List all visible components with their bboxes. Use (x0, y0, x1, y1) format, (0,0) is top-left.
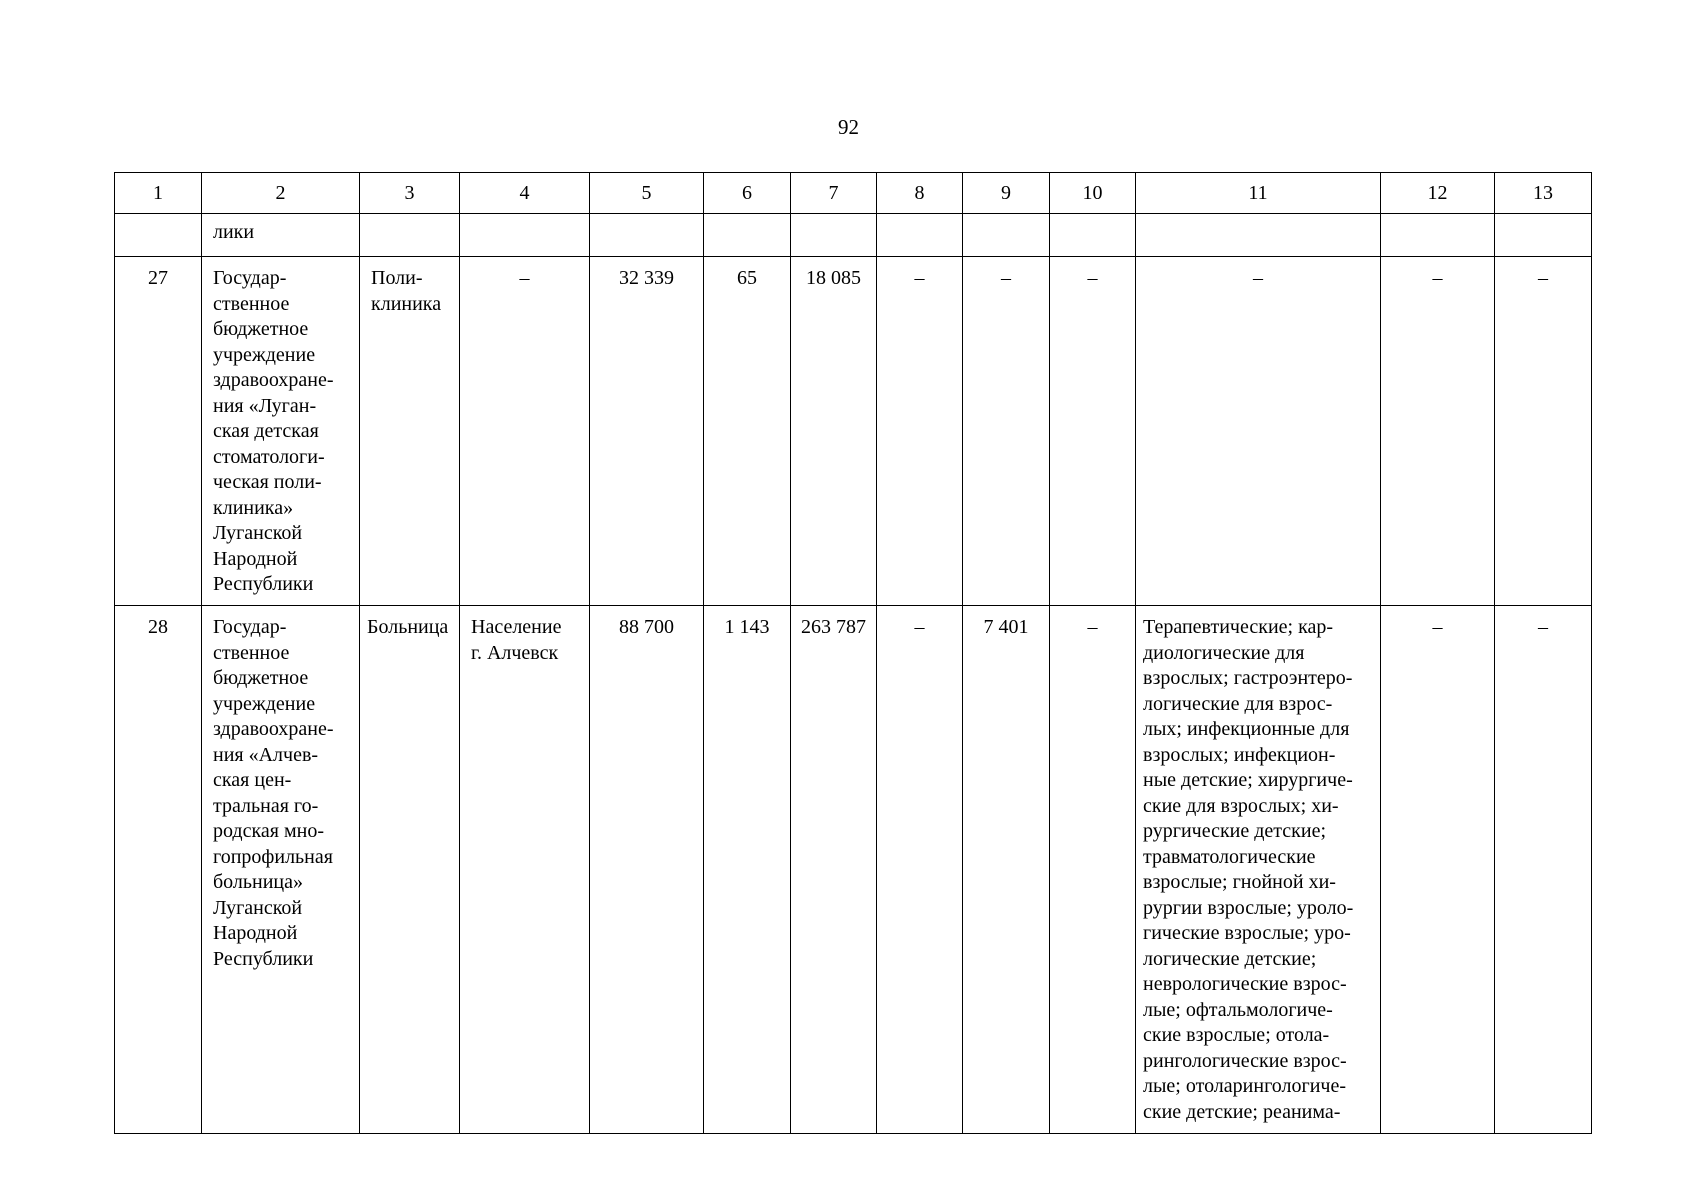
institution-name-text: Государ- ственное бюджетное учреждение здравоохране- ния «Алчев- ская цен- тральная го- родская мно- гопрофильная больница» Луганской Народной Республики (213, 616, 334, 970)
cell-population (460, 606, 590, 1134)
cell-profiles (1136, 214, 1381, 257)
cell-profiles (1136, 257, 1381, 606)
cell-col13: – (1495, 606, 1592, 1134)
header-cell-8: 8 (877, 173, 963, 214)
header-row (115, 173, 1592, 214)
cell-col12: – (1381, 606, 1495, 1134)
population-text: Население г. Алчевск (471, 616, 562, 664)
profiles-text: – (1253, 267, 1263, 289)
header-cell-7: 7 (791, 173, 877, 214)
header-cell-3: 3 (360, 173, 460, 214)
profiles-text: Терапевтические; кар- диологические для взрослых; гастроэнтеро- логические для взрос- лых; инфекционные для взрослых; инфекцион- ные детские; хирургиче- ские для взрослых; хи- рургические детские; травматологические взрослые; гнойной хи- рургии взрослые; уроло- гические взрослые; уро- логические детские; неврологические взрос- лые; офтальмологиче- ские взрослые; отола- рингологические взрос- лые; отоларингологиче- ские детские; реанима- (1143, 616, 1354, 1123)
cell-type (360, 214, 460, 257)
institution-type-text: Больница (367, 616, 449, 638)
continuation-row (115, 214, 1592, 257)
cell-col7: 18 085 (791, 257, 877, 606)
cell-col7 (791, 214, 877, 257)
institution-type-text: Поли- клиника (371, 267, 442, 315)
table-row (115, 257, 1592, 606)
cell-type (360, 257, 460, 606)
header-cell-4: 4 (460, 173, 590, 214)
cell-institution-name (202, 606, 360, 1134)
cell-col12 (1381, 214, 1495, 257)
cell-col8: – (877, 606, 963, 1134)
cell-index: 28 (115, 606, 202, 1134)
cell-col10 (1050, 214, 1136, 257)
cell-col9 (963, 214, 1050, 257)
cell-col13 (1495, 214, 1592, 257)
cell-institution-name: лики (202, 214, 360, 257)
data-table (114, 172, 1592, 1134)
cell-col13: – (1495, 257, 1592, 606)
cell-col9: – (963, 257, 1050, 606)
cell-col5: 32 339 (590, 257, 704, 606)
header-cell-9: 9 (963, 173, 1050, 214)
cell-index: 27 (115, 257, 202, 606)
header-cell-2: 2 (202, 173, 360, 214)
header-cell-1: 1 (115, 173, 202, 214)
cell-col8: – (877, 257, 963, 606)
header-cell-12: 12 (1381, 173, 1495, 214)
cell-institution-name (202, 257, 360, 606)
header-cell-11: 11 (1136, 173, 1381, 214)
header-cell-6: 6 (704, 173, 791, 214)
header-cell-5: 5 (590, 173, 704, 214)
cell-col5: 88 700 (590, 606, 704, 1134)
cell-col7: 263 787 (791, 606, 877, 1134)
cell-col5 (590, 214, 704, 257)
table-row (115, 606, 1592, 1134)
cell-col6: 65 (704, 257, 791, 606)
cell-col10: – (1050, 257, 1136, 606)
cell-col8 (877, 214, 963, 257)
header-cell-13: 13 (1495, 173, 1592, 214)
cell-population (460, 257, 590, 606)
cell-col6 (704, 214, 791, 257)
cell-population (460, 214, 590, 257)
cell-col6: 1 143 (704, 606, 791, 1134)
cell-col12: – (1381, 257, 1495, 606)
cell-index (115, 214, 202, 257)
cell-col10: – (1050, 606, 1136, 1134)
cell-type (360, 606, 460, 1134)
page-number: 92 (838, 115, 859, 139)
institution-name-text: Государ- ственное бюджетное учреждение здравоохране- ния «Луган- ская детская стоматологи- ческая поли- клиника» Луганской Народной Республики (213, 267, 334, 595)
cell-profiles (1136, 606, 1381, 1134)
header-cell-10: 10 (1050, 173, 1136, 214)
population-text: – (519, 267, 530, 289)
cell-col9: 7 401 (963, 606, 1050, 1134)
